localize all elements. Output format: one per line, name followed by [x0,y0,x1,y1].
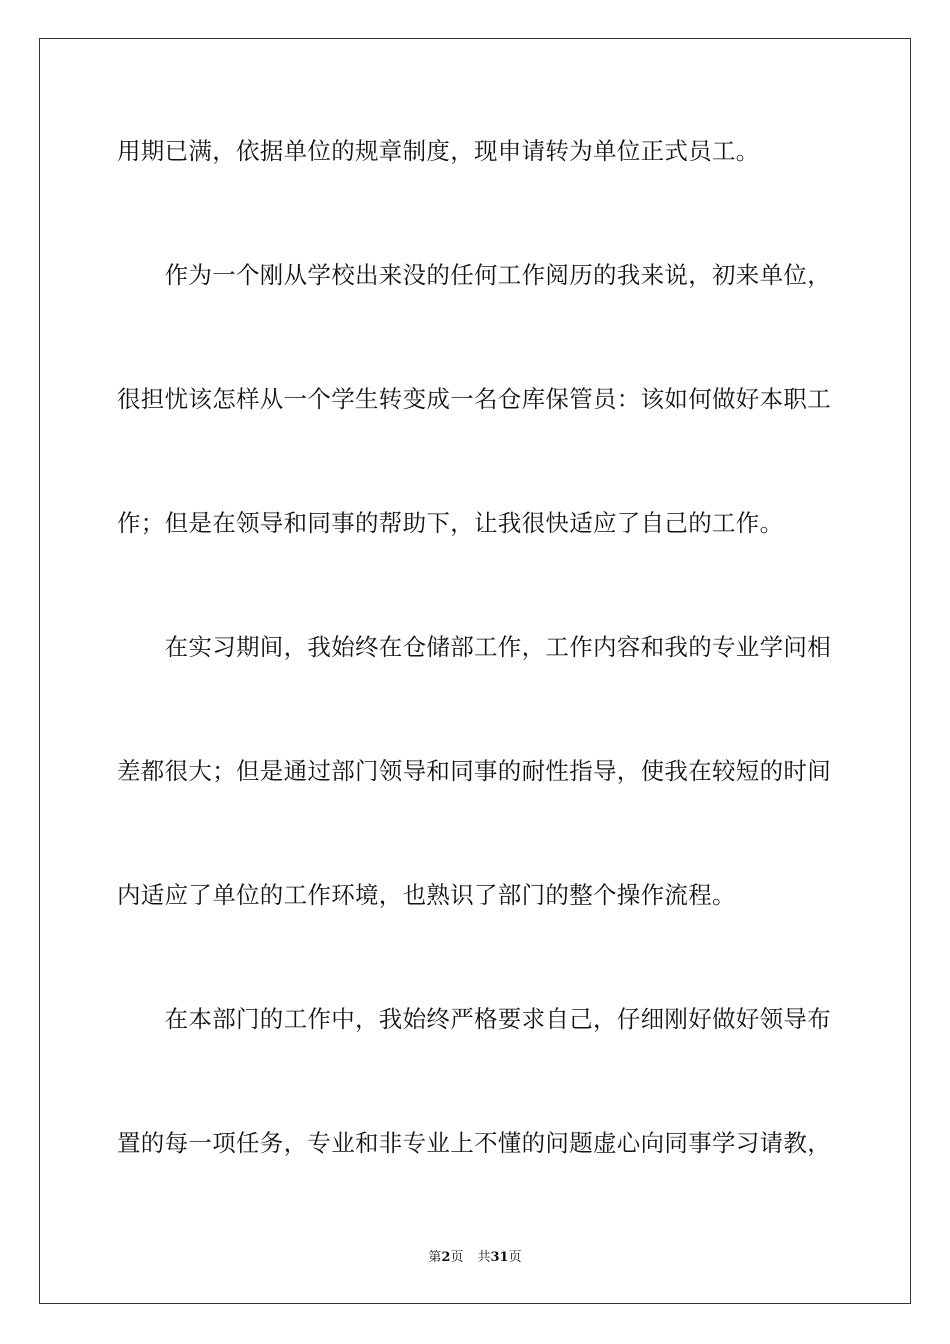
page-suffix: 页 [450,1250,464,1265]
body-line-5: 在实习期间，我始终在仓储部工作，工作内容和我的专业学问相 [117,633,831,661]
body-line-4: 作；但是在领导和同事的帮助下，让我很快适应了自己的工作。 [117,509,784,537]
page-border [39,38,911,1304]
body-line-6: 差都很大；但是通过部门领导和同事的耐性指导，使我在较短的时间 [117,757,831,785]
page-current: 2 [441,1250,451,1265]
body-line-3: 很担忧该怎样从一个学生转变成一名仓库保管员：该如何做好本职工 [117,385,831,413]
page-prefix: 第 [428,1250,442,1265]
body-line-7: 内适应了单位的工作环境，也熟识了部门的整个操作流程。 [117,881,736,909]
body-line-2: 作为一个刚从学校出来没的任何工作阅历的我来说，初来单位， [117,261,831,289]
page-footer [0,1246,950,1265]
body-line-9: 置的每一项任务，专业和非专业上不懂的问题虚心向同事学习请教， [117,1129,831,1157]
body-line-8: 在本部门的工作中，我始终严格要求自己，仔细刚好做好领导布 [117,1005,831,1033]
total-pages: 31 [490,1250,509,1265]
body-line-1: 用期已满，依据单位的规章制度，现申请转为单位正式员工。 [117,137,760,165]
total-suffix: 页 [508,1250,522,1265]
total-prefix: 共 [477,1250,491,1265]
